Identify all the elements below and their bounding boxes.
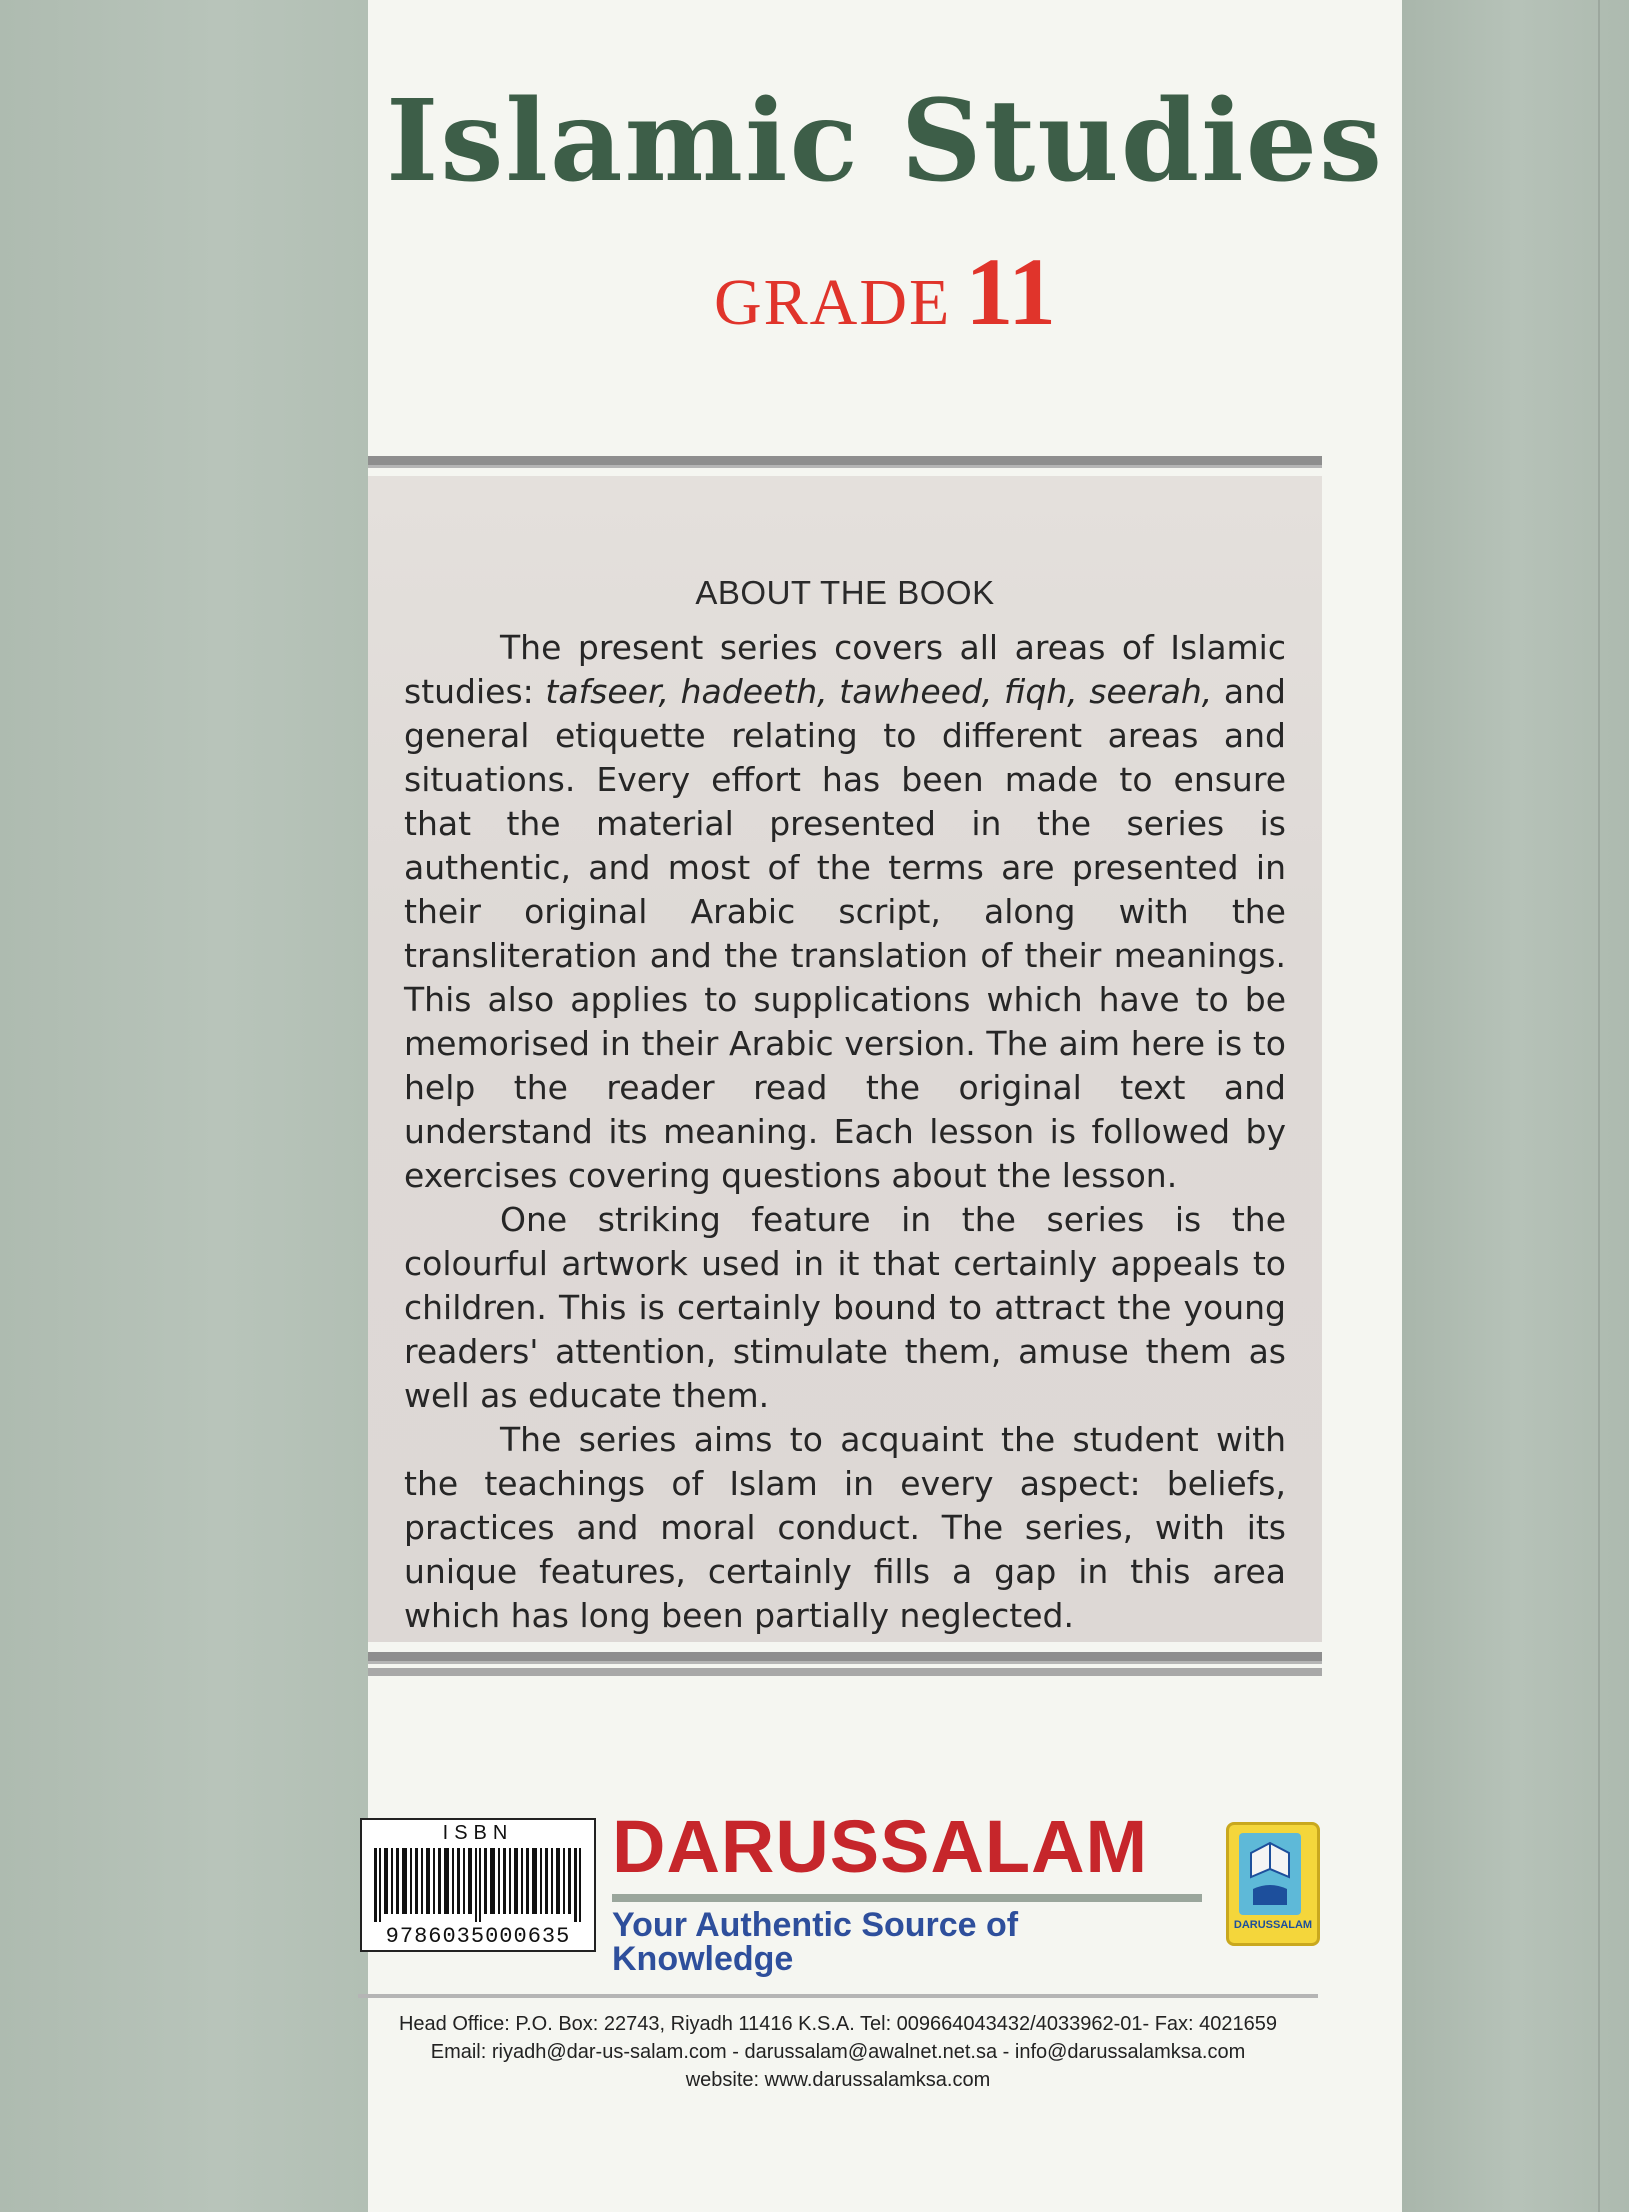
contact-footer [358,2010,1318,2094]
publisher-name: DARUSSALAM [612,1805,1149,1888]
about-paragraph-3: The series aims to acquaint the student with the teachings of Islam in every aspect: beliefs, practices and moral conduct. The series, with its unique features, certainly fills a gap in this area which has long been partially neglected. [404,1420,1286,1635]
about-paragraph-1 [404,626,1286,1198]
about-panel [368,476,1322,1642]
top-rule [368,456,1322,468]
about-box [368,456,1322,1676]
logo-emblem [1239,1833,1301,1915]
about-heading: ABOUT THE BOOK [695,574,995,611]
grade-word: GRADE [713,266,952,339]
barcode-icon [372,1848,584,1922]
isbn-barcode-box [360,1818,596,1952]
grade-label [368,238,1402,345]
cover-left-panel [0,0,368,2212]
footer-address: Head Office: P.O. Box: 22743, Riyadh 11416 K.S.A. Tel: 009664043432/4033962-01- Fax: 4021659 [398,2013,1278,2035]
p1-terms: tafseer, hadeeth, tawheed, fiqh, seerah, [545,672,1213,711]
publisher-brand [612,1805,1206,1978]
about-text [404,626,1286,1638]
logo-book-icon [1239,1833,1301,1915]
grade-number: 11 [965,238,1057,345]
bottom-rule [368,1652,1322,1664]
isbn-label: ISBN [442,1822,514,1844]
book-title: Islamic Studies [385,76,1385,207]
about-paragraph-2: One striking feature in the series is the colourful artwork used in it that certainly appeals to children. This is certainly bound to attract the young readers' attention, stimulate them, amuse them as well as educate them. [404,1200,1286,1415]
footer-divider [358,1994,1318,1998]
cover-right-panel [1402,0,1629,2212]
cover-edge-line [1598,0,1600,2212]
footer-email: Email: riyadh@dar-us-salam.com - darussalam@awalnet.net.sa - info@darussalamksa.com [430,2041,1246,2063]
book-lectern-icon [1226,1822,1320,1946]
p1-start: The present series covers all areas of Islamic studies: [404,628,1286,711]
publisher-divider [612,1894,1202,1902]
p1-rest: and general etiquette relating to different areas and situations. Every effort has been made to ensure that the material presented in the series is authentic, and most of the terms are presented in their original Arabic script, along with the transliteration and the translation of their meanings. This also applies to supplications which have to be memorised in their Arabic version. The aim here is to help the reader read the original text and understand its meaning. Each lesson is followed by exercises covering questions about the lesson. [404,672,1286,1195]
isbn-digits: 9786035000635 [385,1924,571,1949]
publisher-tagline: Your Authentic Source of Knowledge [612,1906,1019,1978]
logo-text: DARUSSALAM [1233,1919,1313,1931]
bottom-rule-thin [368,1668,1322,1676]
footer-website: website: www.darussalamksa.com [685,2069,991,2091]
